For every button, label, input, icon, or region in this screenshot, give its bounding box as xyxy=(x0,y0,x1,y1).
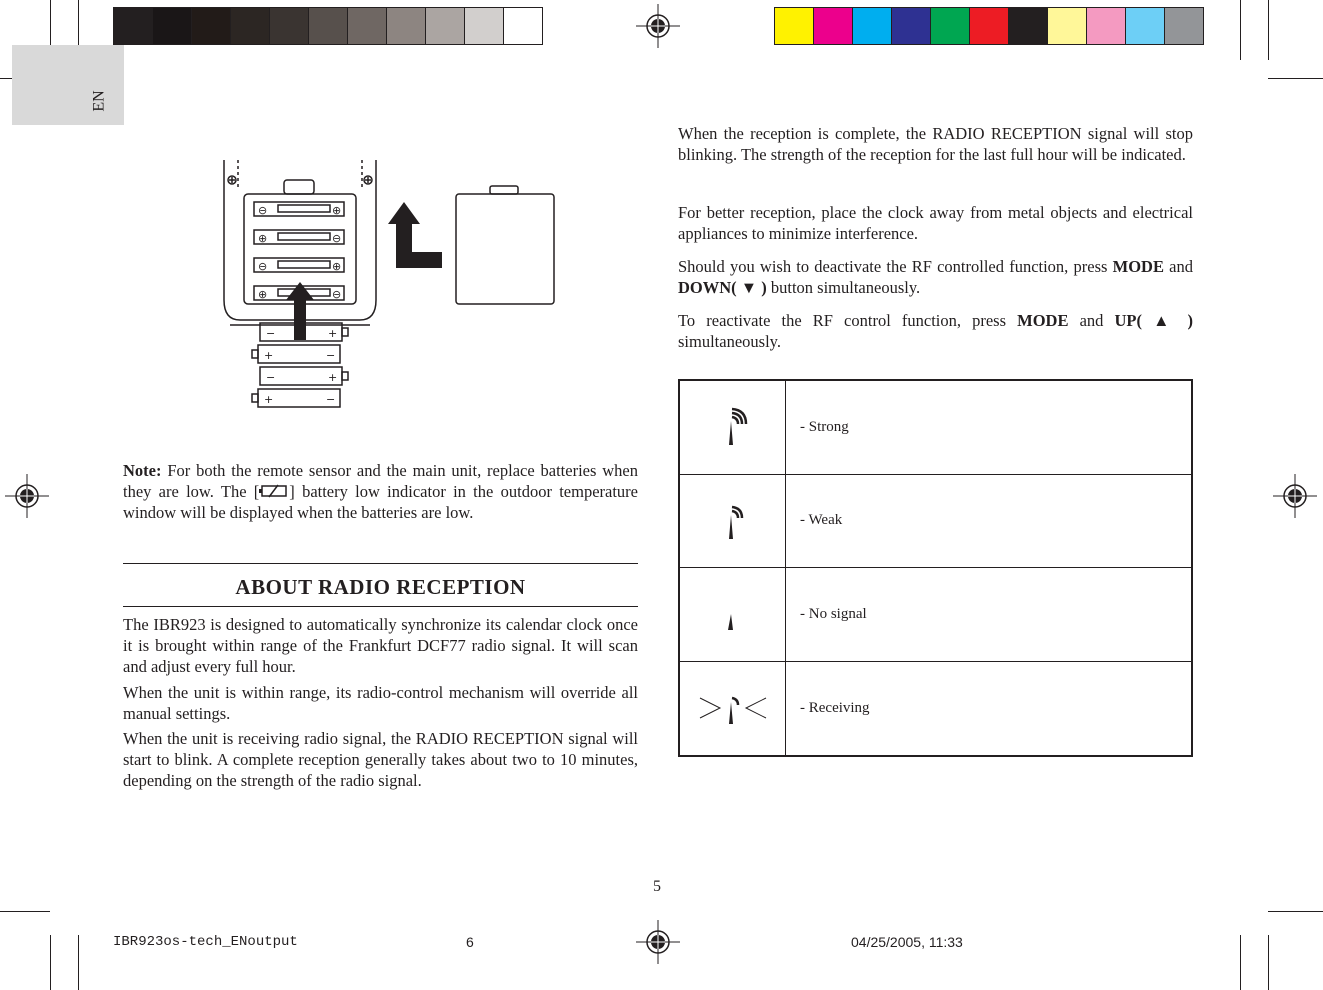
page-number: 5 xyxy=(653,878,661,895)
color-swatch xyxy=(1048,8,1087,44)
registration-mark-right xyxy=(1273,474,1317,518)
color-swatch xyxy=(153,8,192,44)
note-paragraph xyxy=(123,460,638,523)
color-swatch xyxy=(114,8,153,44)
color-swatch xyxy=(1009,8,1048,44)
registration-mark-left xyxy=(5,474,49,518)
registration-mark-bottom xyxy=(636,920,680,964)
svg-text:⊖: ⊖ xyxy=(258,204,268,217)
footer-sheet-number: 6 xyxy=(466,934,474,950)
color-swatch xyxy=(465,8,504,44)
svg-text:−: − xyxy=(266,371,276,384)
signal-none-icon xyxy=(713,594,753,634)
signal-strong-icon xyxy=(713,407,753,447)
note-label: Note: xyxy=(123,461,162,480)
down-key: DOWN( ▼ ) xyxy=(678,278,767,297)
color-swatch xyxy=(892,8,931,44)
svg-text:⊖: ⊖ xyxy=(332,288,342,301)
signal-strong-label: - Strong xyxy=(800,418,849,435)
color-swatch xyxy=(970,8,1009,44)
table-row xyxy=(680,662,1191,756)
signal-strength-table xyxy=(678,379,1193,757)
svg-text:⊕: ⊕ xyxy=(332,260,342,273)
left-paragraph-3: When the unit is receiving radio signal, the RADIO RECEPTION signal will start to blink. A complete reception generally takes about two to 10 minutes, depending on the strength of the radio signal. xyxy=(123,729,638,790)
color-swatch xyxy=(348,8,387,44)
svg-text:⊕: ⊕ xyxy=(258,232,268,245)
right-paragraph-2: For better reception, place the clock away from metal objects and electrical appliances to minimize interference. xyxy=(678,203,1193,243)
signal-receiving-label: - Receiving xyxy=(800,699,870,716)
mode-key: MODE xyxy=(1017,311,1069,330)
svg-text:+: + xyxy=(264,393,274,406)
color-swatch xyxy=(231,8,270,44)
color-swatch xyxy=(309,8,348,44)
up-key: UP( ▲ ) xyxy=(1114,311,1193,330)
left-paragraph-1: The IBR923 is designed to automatically synchronize its calendar clock once it is brought within range of the Frankfurt DCF77 radio signal. It will scan and adjust every full hour. xyxy=(123,615,638,676)
language-tab xyxy=(12,45,124,125)
color-swatch xyxy=(814,8,853,44)
note-text-after: ] battery low indicator in the outdoor temperature window will be displayed when the batteries are low. xyxy=(123,482,639,522)
language-label: EN xyxy=(90,90,108,112)
section-title: ABOUT RADIO RECEPTION xyxy=(235,575,526,599)
section-rule-top xyxy=(123,563,638,564)
right-paragraph-3: Should you wish to deactivate the RF controlled function, press MODE and DOWN( ▼ ) button simultaneously. xyxy=(678,257,1193,297)
color-swatch xyxy=(1126,8,1165,44)
footer-timestamp: 04/25/2005, 11:33 xyxy=(851,934,963,950)
registration-mark-top xyxy=(636,4,680,48)
battery-installation-diagram xyxy=(220,160,560,410)
note-text-before: For both the remote sensor and the main unit, replace batteries when they are low. The [ xyxy=(123,461,638,501)
svg-text:+: + xyxy=(328,327,338,340)
signal-receiving-icon xyxy=(698,688,768,728)
svg-text:⊕: ⊕ xyxy=(258,288,268,301)
svg-text:⊖: ⊖ xyxy=(258,260,268,273)
svg-text:−: − xyxy=(326,393,336,406)
grayscale-bar xyxy=(113,7,543,45)
signal-weak-icon xyxy=(713,501,753,541)
section-rule-bottom xyxy=(123,606,638,607)
right-paragraph-1: When the reception is complete, the RADIO RECEPTION signal will stop blinking. The strength of the reception for the last full hour will be indicated. xyxy=(678,124,1193,164)
svg-text:⊖: ⊖ xyxy=(332,232,342,245)
color-swatch xyxy=(775,8,814,44)
color-swatch xyxy=(387,8,426,44)
table-row xyxy=(680,568,1191,662)
svg-text:−: − xyxy=(266,327,276,340)
svg-text:+: + xyxy=(328,371,338,384)
color-swatch xyxy=(1165,8,1203,44)
signal-weak-label: - Weak xyxy=(800,512,843,529)
footer-filename: IBR923os-tech_ENoutput xyxy=(113,934,298,950)
svg-text:+: + xyxy=(264,349,274,362)
svg-text:−: − xyxy=(326,349,336,362)
signal-none-label: - No signal xyxy=(800,605,867,622)
table-row xyxy=(680,475,1191,569)
color-swatch xyxy=(426,8,465,44)
color-swatch xyxy=(504,8,542,44)
color-swatch xyxy=(853,8,892,44)
mode-key: MODE xyxy=(1112,257,1164,276)
battery-low-icon xyxy=(259,484,289,498)
color-swatch xyxy=(931,8,970,44)
left-paragraph-2: When the unit is within range, its radio-control mechanism will override all manual settings. xyxy=(123,683,638,723)
color-bar xyxy=(774,7,1204,45)
table-row xyxy=(680,381,1191,475)
color-swatch xyxy=(1087,8,1126,44)
svg-text:⊕: ⊕ xyxy=(332,204,342,217)
color-swatch xyxy=(192,8,231,44)
right-paragraph-4: To reactivate the RF control function, press MODE and UP( ▲ ) simultaneously. xyxy=(678,311,1193,351)
color-swatch xyxy=(270,8,309,44)
